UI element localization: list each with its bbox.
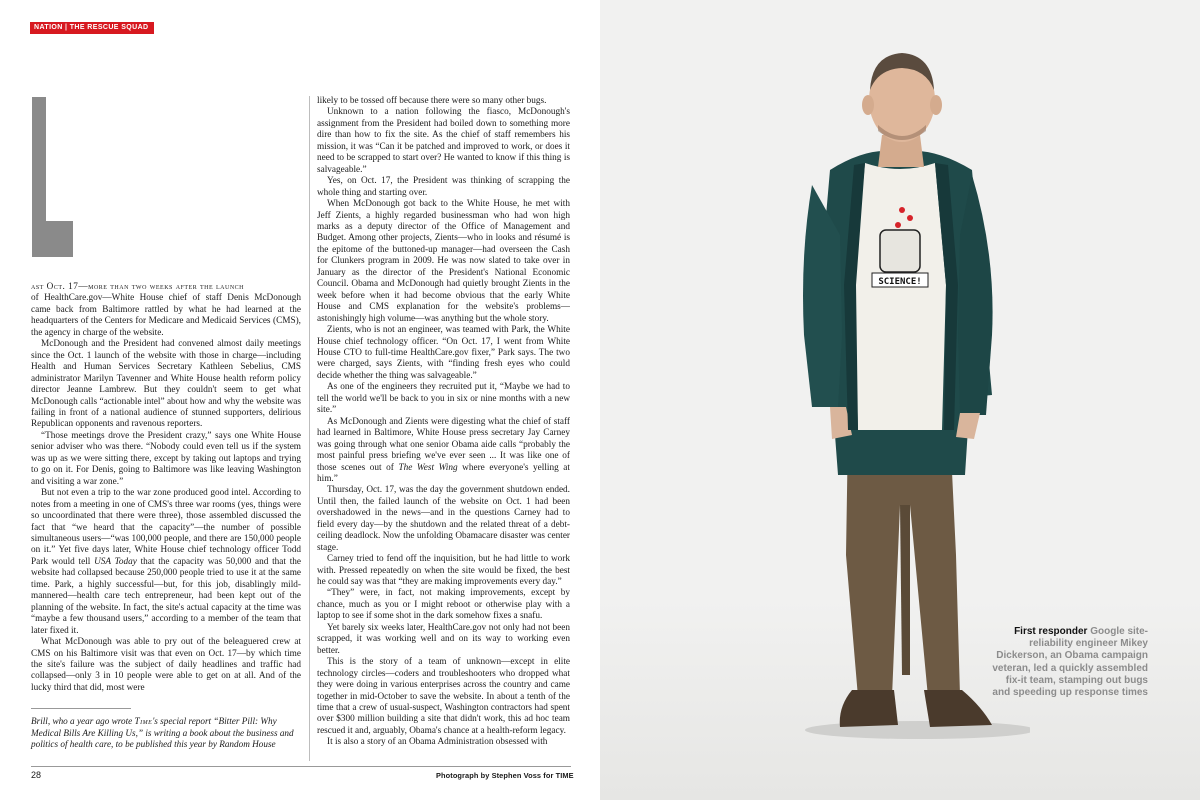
drop-cap [32, 97, 73, 257]
article-paragraph: “They” were, in fact, not making improvements, except by chance, much as you or I might reboot or otherwise play with a laptop to see if some shot in the dark somehow fixes a snafu. [317, 588, 570, 622]
article-paragraph: Carney tried to fend off the inquisition, but he had little to work with. Pressed repeatedly on when the site would be fixed, the best he could say was that “they are making improvements every day.” [317, 554, 570, 588]
article-paragraph: Yet barely six weeks later, HealthCare.gov not only had not been scrapped, it was working well and on its way to working even better. [317, 622, 570, 656]
page-number: 28 [31, 770, 42, 780]
article-paragraph: “Those meetings drove the President crazy,” says one White House senior adviser who was there. “Nobody could even tell us if the system was up as we were sitting there, except by taking out laptops and trying to go on it. For Denis, going to Baltimore was like leaving Washington and visiting a war zone.” [31, 430, 301, 487]
article-paragraph: Unknown to a nation following the fiasco, McDonough's assignment from the President had boiled down to something more dire than how to fix the site. As the chief of staff remembers his mission, it was “Can it be patched and improved to work, or does it need to be scrapped to start over? He wanted to know if this thing is salvageable.” [317, 107, 570, 175]
article-paragraph: As McDonough and Zients were digesting what the chief of staff had learned in Baltimore, White House press secretary Jay Carney was going through what one senior Obama aide calls “probably the most painful press briefing we've ever seen ... It was like one of those scenes out of The West Wing where everyone's yelling at him.” [317, 416, 570, 484]
article-paragraph: As one of the engineers they recruited put it, “Maybe we had to tell the world we'll be back to you in six or nine months with a new site.” [317, 382, 570, 416]
author-bio: Brill, who a year ago wrote Time's special report “Bitter Pill: Why Medical Bills Are Killing Us,” is writing a book about the business and politics of health care, to be published this year by Random House [31, 716, 294, 750]
article-paragraph: It is also a story of an Obama Administration obsessed with [327, 737, 548, 748]
article-paragraph: Thursday, Oct. 17, was the day the government shutdown ended. Until then, the failed launch of the website on Oct. 1 had been overshadowed in the news—and in the questions Carney had to field every day—by the shutdown and the related threat of a debt-ceiling deadlock. Now the unfolding Obamacare disaster was center stage. [317, 485, 570, 553]
article-paragraph: Zients, who is not an engineer, was teamed with Park, the White House chief technology officer. “On Oct. 17, I went from White House CTO to full-time HealthCare.gov fixer,” Park says. The two were charged, says Zients, with “finding fresh eyes who could decide whether the thing was salvageable.” [317, 325, 570, 381]
article-paragraph: McDonough and the President had convened almost daily meetings since the Oct. 1 launch of the website with those in charge—including Health and Human Services Secretary Kathleen Sebelius, CMS administrator Marilyn Tavenner and White House health reform policy director Jeanne Lambrew. But they couldn't seem to get what McDonough calls “actionable intel” about how and why the website was failing in front of a national audience of stunned supporters, delirious Republican opponents and ravenous reporters. [31, 339, 301, 430]
shirt-text: SCIENCE! [878, 277, 922, 287]
footer-rule [31, 766, 571, 767]
column-divider [309, 96, 310, 761]
caption-body: Google site-reliability engineer Mikey Dickerson, an Obama campaign veteran, led a quickly assembled fix-it team, stamping out bugs and speeding up response times [992, 626, 1148, 699]
article-paragraph: likely to be tossed off because there were so many other bugs. [317, 96, 547, 106]
article-paragraph: What McDonough was able to pry out of the beleaguered crew at CMS on his Baltimore visit was that even on Oct. 17—by which time the site's failure was the subject of daily headlines and traffic had collapsed—only 3 in 10 people were able to get on at all. And of the lucky third that did, most were [31, 637, 301, 693]
article-paragraph: This is the story of a team of unknown—except in elite technology circles—coders and troubleshooters who dropped what they were doing in various enterprises across the country and came together in mid-October to save the website. In about a tenth of the time that a crew of usual-suspect, Washington contractors had spent over $300 million building a site that didn't work, this ad hoc team rescued it and, arguably, Obama's chance at a health-reform legacy. [317, 657, 570, 736]
article-lead-paragraph: ast Oct. 17—more than two weeks after the launch of HealthCare.gov—White House chief of staff Denis McDonough came back from Baltimore rattled by what he had learned at the headquarters of the Centers for Medicare and Medicaid Services (CMS), the agency in charge of the website. [31, 282, 301, 338]
article-paragraph: But not even a trip to the war zone produced good intel. According to notes from a meeting in one of CMS's three war rooms (yes, things were so uncoordinated that there were three), those assembled discussed the fact that “we heard that the capacity”—the number of possible simultaneous users—“was 100,000 people, and there are 150,000 people on it.” Yet five days later, White House chief technology officer Todd Park would tell USA Today that the capacity was 50,000 and that the website had collapsed because 250,000 people tried to use it at the same time. Park, a highly successful—but, for this job, disablingly mild-mannered—health care tech entrepreneur, had been kept out of the planning of the website. In fact, the site's actual capacity at the time was “maybe a few thousand users,” according to a member of the team that later fixed it. [31, 488, 301, 636]
section-tag: NATION | THE RESCUE SQUAD [30, 22, 154, 34]
article-column-1 [31, 282, 301, 702]
article-column-2 [317, 96, 570, 768]
article-paragraph: When McDonough got back to the White House, he met with Jeff Zients, a highly regarded businessman who had won high marks as a deputy director of the Office of Management and Budget. Among other projects, Zients—who in looks and résumé is the epitome of the buttoned-up manager—had overseen the Cash for Clunkers program in 2009. He was now slated to take over in January as the director of the President's National Economic Council. Obama and McDonough had quietly brought Zients in the week before when it had become obvious that the early White House and CMS explanation for the website's problems—astonishingly high volume—was anything but the whole story. [317, 199, 570, 324]
right-page [600, 0, 1200, 800]
article-paragraph: Yes, on Oct. 17, the President was thinking of scrapping the whole thing and starting over. [317, 176, 570, 198]
photo-caption [988, 626, 1148, 699]
bio-rule [31, 708, 131, 709]
photo-credit: Photograph by Stephen Voss for TIME [436, 771, 574, 780]
caption-lead: First responder [1014, 626, 1088, 637]
